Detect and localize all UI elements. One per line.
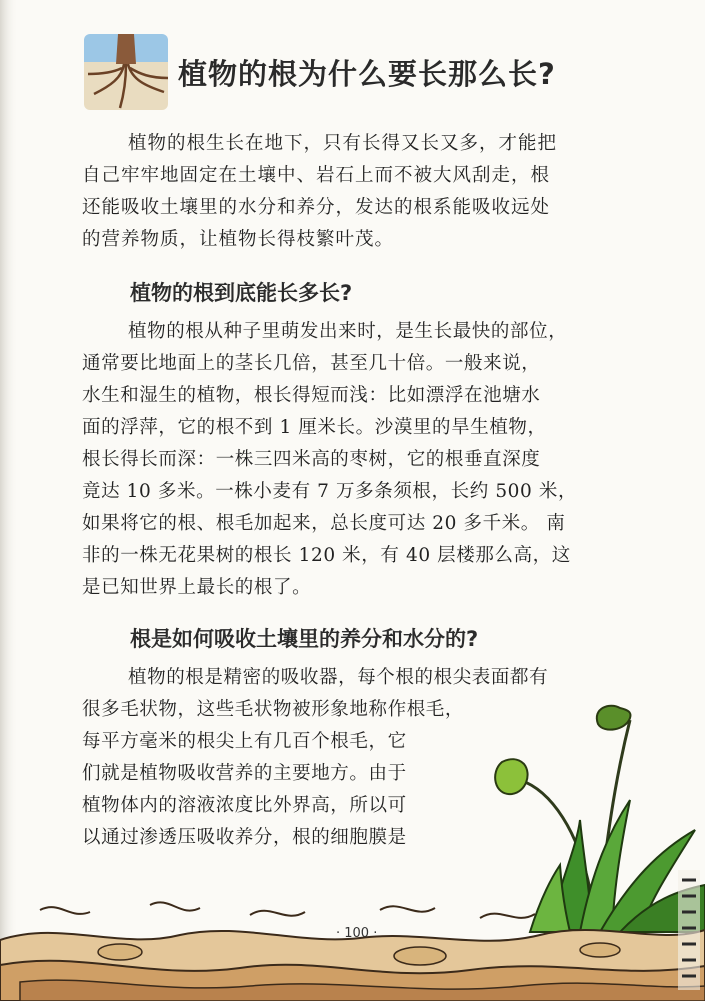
section-heading-root-absorption: 根是如何吸收土壤里的养分和水分的? bbox=[130, 627, 479, 651]
page-number: · 100 · bbox=[336, 926, 378, 941]
text-line: 如果将它的根、根毛加起来，总长度可达 20 多千米。 南 bbox=[82, 513, 566, 534]
side-publisher-mark bbox=[678, 870, 700, 990]
text-line: 是已知世界上最长的根了。 bbox=[82, 577, 312, 598]
text-line: 还能吸收土壤里的水分和养分，发达的根系能吸收远处 bbox=[82, 197, 551, 218]
text-line: 们就是植物吸收营养的主要地方。由于 bbox=[82, 763, 407, 784]
text-line: 每平方毫米的根尖上有几百个根毛，它 bbox=[82, 731, 407, 752]
text-line: 植物体内的溶液浓度比外界高，所以可 bbox=[82, 795, 407, 816]
section-paragraph-root-length bbox=[82, 316, 662, 604]
text-line: 水生和湿生的植物，根长得短而浅：比如漂浮在池塘水 bbox=[82, 385, 541, 406]
text-line: 面的浮萍，它的根不到 1 厘米长。沙漠里的旱生植物， bbox=[82, 417, 547, 438]
text-line: 植物的根生长在地下，只有长得又长又多，才能把 bbox=[128, 133, 558, 154]
text-line: 竟达 10 多米。一株小麦有 7 万多条须根，长约 500 米， bbox=[82, 481, 578, 502]
text-line: 自己牢牢地固定在土壤中、岩石上而不被大风刮走，根 bbox=[82, 165, 551, 186]
text-line: 植物的根从种子里萌发出来时，是生长最快的部位， bbox=[128, 321, 568, 342]
text-line: 根长得长而深：一株三四米高的枣树，它的根垂直深度 bbox=[82, 449, 541, 470]
text-line: 以通过渗透压吸收养分，根的细胞膜是 bbox=[82, 827, 407, 848]
intro-paragraph bbox=[82, 128, 662, 256]
section-heading-root-length: 植物的根到底能长多长? bbox=[130, 281, 353, 305]
text-line: 植物的根是精密的吸收器，每个根的根尖表面都有 bbox=[128, 667, 549, 688]
page-title: 植物的根为什么要长那么长? bbox=[178, 57, 556, 91]
soil-ground-illustration bbox=[0, 890, 705, 1001]
text-line: 很多毛状物，这些毛状物被形象地称作根毛， bbox=[82, 699, 465, 720]
text-line: 的营养物质，让植物长得枝繁叶茂。 bbox=[82, 229, 395, 250]
tree-root-icon bbox=[84, 34, 168, 110]
text-line: 非的一株无花果树的根长 120 米，有 40 层楼那么高，这 bbox=[82, 545, 571, 566]
text-line: 通常要比地面上的茎长几倍，甚至几十倍。一般来说， bbox=[82, 353, 541, 374]
